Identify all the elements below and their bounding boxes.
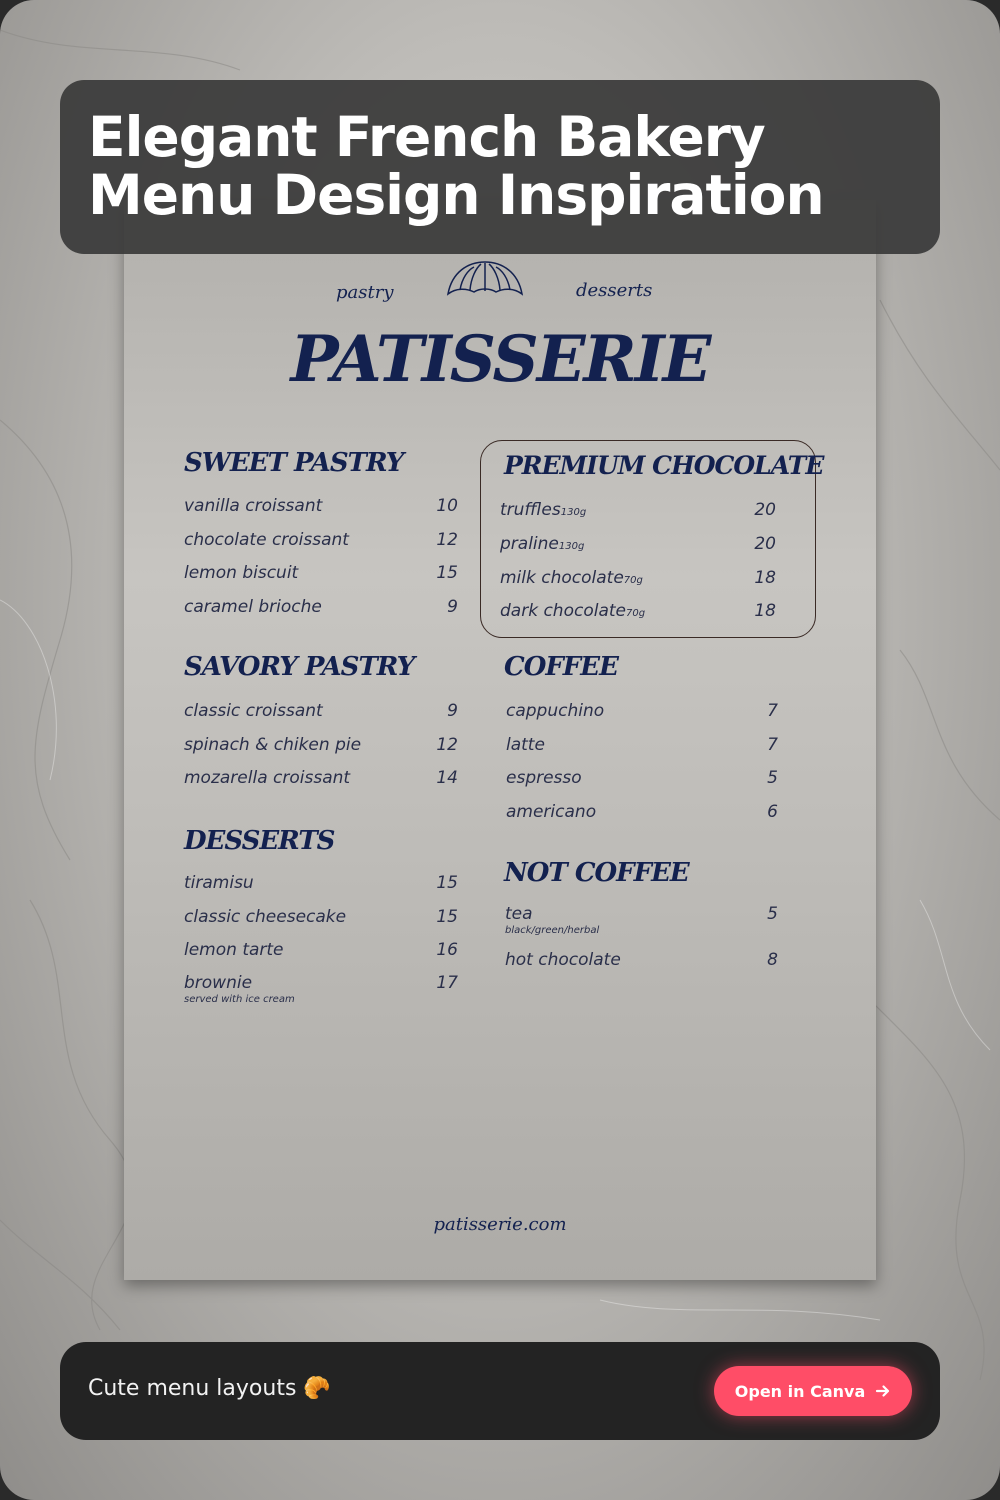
item-price: 17 [436, 973, 458, 993]
croissant-icon [444, 258, 526, 300]
section-title-sweet-pastry: SWEET PASTRY [184, 448, 404, 478]
title-card [60, 80, 940, 254]
item-name: classic cheesecake [184, 907, 347, 927]
arrow-right-icon [875, 1383, 891, 1399]
item-price: 7 [767, 735, 778, 755]
item-price: 10 [436, 496, 458, 516]
item-price: 15 [436, 907, 458, 927]
item-price: 18 [754, 568, 776, 588]
section-title-coffee: COFFEE [504, 652, 618, 682]
section-title-desserts: DESSERTS [184, 826, 335, 856]
item-note: black/green/herbal [505, 925, 600, 936]
item-price: 16 [436, 940, 458, 960]
item-price: 12 [436, 530, 458, 550]
page-title: Elegant French Bakery Menu Design Inspiration [88, 105, 824, 227]
item-price: 8 [767, 950, 778, 970]
item-price: 14 [436, 768, 458, 788]
item-name: chocolate croissant [184, 530, 349, 550]
bottom-bar [60, 1342, 940, 1440]
item-price: 20 [754, 534, 776, 554]
menu-document [124, 200, 876, 1280]
item-name: milk chocolate70g [500, 568, 643, 588]
item-price: 6 [767, 802, 778, 822]
item-price: 7 [767, 701, 778, 721]
item-name: lemon biscuit [184, 563, 299, 583]
caption: Cute menu layouts 🥐 [88, 1376, 331, 1401]
item-name: dark chocolate70g [500, 601, 646, 621]
item-price: 15 [436, 563, 458, 583]
item-name: latte [506, 735, 545, 755]
item-price: 15 [436, 873, 458, 893]
item-name: cappuchino [506, 701, 605, 721]
item-name: tiramisu [184, 873, 254, 893]
item-name: mozarella croissant [184, 768, 351, 788]
item-name: tea [505, 904, 533, 924]
item-price: 9 [447, 701, 458, 721]
website-url: patisserie.com [433, 1214, 567, 1235]
item-name: caramel brioche [184, 597, 322, 617]
item-name: hot chocolate [505, 950, 621, 970]
item-name: brownie [184, 973, 253, 993]
item-price: 5 [767, 768, 778, 788]
section-title-not-coffee: NOT COFFEE [504, 858, 689, 888]
item-name: americano [506, 802, 597, 822]
button-label: Open in Canva [734, 1381, 866, 1401]
item-name: lemon tarte [184, 940, 284, 960]
open-in-canva-button[interactable] [714, 1366, 912, 1416]
item-name: vanilla croissant [184, 496, 323, 516]
item-price: 9 [447, 597, 458, 617]
item-note: served with ice cream [184, 994, 295, 1005]
section-title-savory-pastry: SAVORY PASTRY [184, 652, 415, 682]
tagline-pastry: pastry [336, 282, 394, 303]
item-name: classic croissant [184, 701, 323, 721]
brand-title: PATISSERIE [290, 322, 710, 397]
item-name: truffles130g [500, 500, 587, 520]
item-name: espresso [506, 768, 582, 788]
item-price: 5 [767, 904, 778, 924]
item-price: 12 [436, 735, 458, 755]
tagline-desserts: desserts [576, 280, 653, 301]
item-name: praline130g [500, 534, 585, 554]
item-name: spinach & chiken pie [184, 735, 362, 755]
item-price: 18 [754, 601, 776, 621]
item-price: 20 [754, 500, 776, 520]
section-title-premium-chocolate: PREMIUM CHOCOLATE [504, 451, 824, 480]
